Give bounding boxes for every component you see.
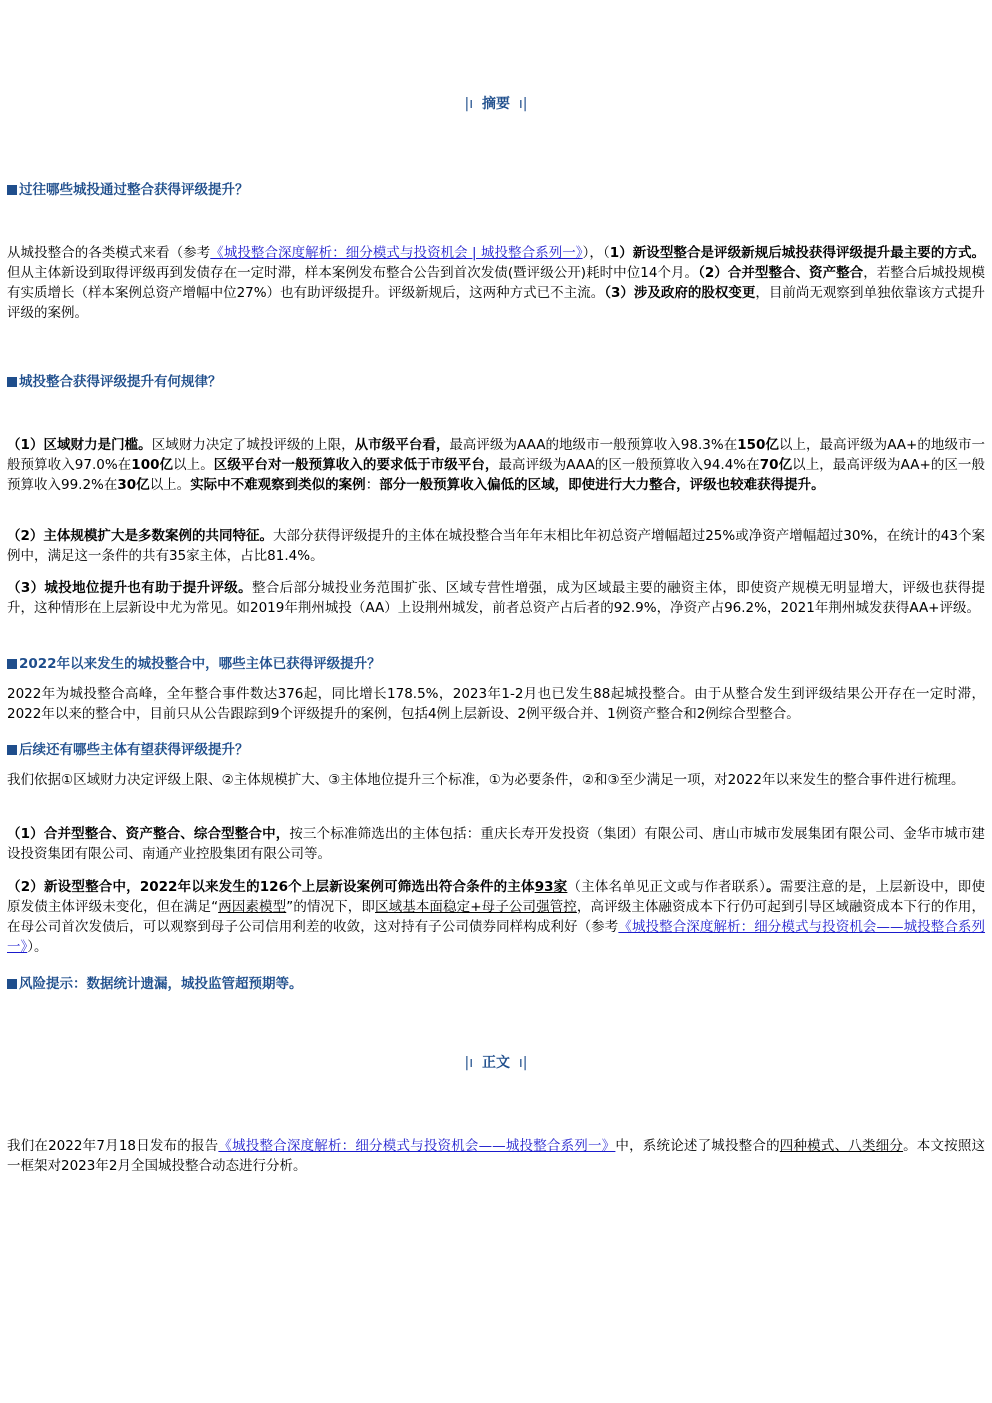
- square-bullet-icon: [7, 377, 17, 387]
- square-bullet-icon: [7, 745, 17, 755]
- section-heading-q3: 2022年以来发生的城投整合中，哪些主体已获得评级提升？: [7, 652, 984, 672]
- report-link-series-one-c[interactable]: 《城投整合深度解析：细分模式与投资机会——城投整合系列一》: [218, 1138, 616, 1154]
- section-heading-q2: 城投整合获得评级提升有何规律？: [7, 370, 984, 390]
- square-bullet-icon: [7, 185, 17, 195]
- section-heading-q4: 后续还有哪些主体有望获得评级提升？: [7, 738, 984, 758]
- abstract-title: 摘要: [482, 96, 510, 112]
- paragraph-q2-financial-capacity: （1）区域财力是门槛。区域财力决定了城投评级的上限，从市级平台看，最高评级为AAA的地级市一般预算收入98.3%在150亿以上，最高评级为AA+的地级市一般预算收入97.0%在100亿以上。区级平台对一般预算收入的要求低于市级平台，最高评级为AAA的区一般预算收入94.4%在70亿以上，最高评级为AA+的区一般预算收入99.2%在30亿以上。实际中不难观察到类似的案例：部分一般预算收入偏低的区域，即使进行大力整合，评级也较难获得提升。: [7, 437, 985, 493]
- paragraph-q2-scale: （2）主体规模扩大是多数案例的共同特征。大部分获得评级提升的主体在城投整合当年年末相比年初总资产增幅超过25%或净资产增幅超过30%，在统计的43个案例中，满足这一条件的共有35家主体，占比81.4%。: [7, 528, 985, 564]
- paragraph-q3: 2022年为城投整合高峰，全年整合事件数达376起，同比增长178.5%，2023年1-2月也已发生88起城投整合。由于从整合发生到评级结果公开存在一定时滞，2022年以来的整合中，目前只从公告跟踪到9个评级提升的案例，包括4例上层新设、2例平级合并、1例资产整合和2例综合型整合。: [7, 686, 985, 722]
- paragraph-q4-new-entity: （2）新设型整合中，2022年以来发生的126个上层新设案例可筛选出符合条件的主体93家（主体名单见正文或与作者联系）。需要注意的是，上层新设中，即使原发债主体评级未变化，但在满足“两因素模型”的情况下，即区域基本面稳定+母子公司强管控，高评级主体融资成本下行仍可起到引导区域融资成本下行的作用，在母公司首次发债后，可以观察到母子公司信用利差的收敛，这对持有子公司债券同样构成利好（参考《城投整合深度解析：细分模式与投资机会——城投整合系列一》）。: [7, 879, 986, 955]
- paragraph-q2-status: （3）城投地位提升也有助于提升评级。整合后部分城投业务范围扩张、区域专营性增强，成为区域最主要的融资主体，即使资产规模无明显增大，评级也获得提升，这种情形在上层新设中尤为常见。如2019年荆州城投（AA）上设荆州城发，前者总资产占后者的92.9%，净资产占96.2%，2021年荆州城发获得AA+评级。: [7, 580, 985, 616]
- paragraph-q4-merger: （1）合并型整合、资产整合、综合型整合中，按三个标准筛选出的主体包括：重庆长寿开发投资（集团）有限公司、唐山市城市发展集团有限公司、金华市城市建设投资集团有限公司、南通产业控股集团有限公司等。: [7, 826, 985, 862]
- body-title: 正文: [482, 1055, 510, 1071]
- report-link-series-one[interactable]: 《城投整合深度解析：细分模式与投资机会 | 城投整合系列一》: [210, 245, 583, 261]
- body-intro-paragraph: 我们在2022年7月18日发布的报告《城投整合深度解析：细分模式与投资机会——城投整合系列一》中，系统论述了城投整合的四种模式、八类细分。本文按照这一框架对2023年2月全国城投整合动态进行分析。: [7, 1138, 986, 1174]
- paragraph-q1: 从城投整合的各类模式来看（参考《城投整合深度解析：细分模式与投资机会 | 城投整合系列一》），（1）新设型整合是评级新规后城投获得评级提升最主要的方式。但从主体新设到取得评级再到发债存在一定时滞，样本案例发布整合公告到首次发债(暨评级公开)耗时中位14个月。（2）合并型整合、资产整合，若整合后城投规模有实质增长（样本案例总资产增幅中位27%）也有助评级提升。评级新规后，这两种方式已不主流。（3）涉及政府的股权变更，目前尚无观察到单独依靠该方式提升评级的案例。: [7, 245, 986, 321]
- section-heading-q1: 过往哪些城投通过整合获得评级提升？: [7, 178, 984, 198]
- square-bullet-icon: [7, 979, 17, 989]
- body-header: |ı 正文 ı|: [464, 1055, 528, 1071]
- paragraph-q4-criteria: 我们依据①区域财力决定评级上限、②主体规模扩大、③主体地位提升三个标准，①为必要条件，②和③至少满足一项，对2022年以来发生的整合事件进行梳理。: [7, 772, 965, 788]
- abstract-header: |ı 摘要 ı|: [464, 96, 528, 112]
- risk-notice: 风险提示：数据统计遗漏，城投监管超预期等。: [7, 972, 984, 992]
- report-link-series-one-b[interactable]: 《城投整合深度解析：细分模式与投资机会——城投整合系列一》: [7, 919, 986, 955]
- square-bullet-icon: [7, 659, 17, 669]
